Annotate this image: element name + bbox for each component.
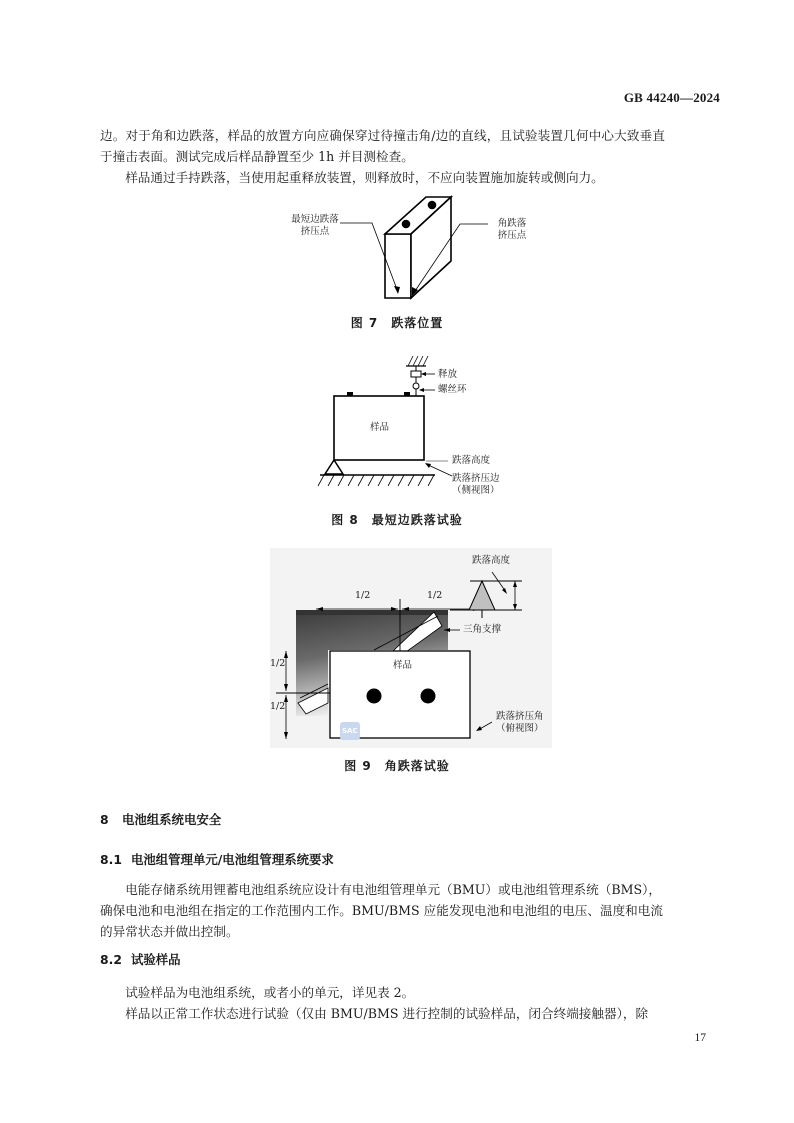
label-triangle-support: 三角支撑 [463, 624, 502, 635]
label-drop-height: 跌落高度 [452, 455, 491, 466]
standard-code: GB 44240—2024 [623, 90, 720, 105]
label-eyebolt: 螺丝环 [438, 384, 467, 395]
label-drop-height-fig9: 跌落高度 [472, 555, 511, 566]
section-8-1-body [100, 879, 720, 942]
label-crush-point-left: 挤压点 [300, 226, 330, 237]
label-side-view: （侧视图） [452, 485, 500, 496]
label-sample: 样品 [370, 422, 390, 433]
label-half-top-right: 1/2 [427, 590, 443, 601]
section-8-2-heading [100, 950, 181, 968]
page-number: 17 [694, 1032, 706, 1044]
label-half-top-left: 1/2 [355, 590, 371, 601]
section-8-2-line-1: 试验样品为电池组系统，或者小的单元，详见表 2。 [125, 985, 415, 1000]
label-crush-corner: 跌落挤压角 [496, 711, 544, 722]
label-half-left-lower: 1/2 [270, 701, 286, 712]
label-sample-fig9: 样品 [393, 660, 413, 671]
sac-watermark: SAC [342, 727, 358, 735]
section-8-number: 8 [100, 812, 109, 827]
label-half-left-upper: 1/2 [270, 658, 286, 669]
section-8-2-line-2: 样品以正常工作状态进行试验（仅由 BMU/BMS 进行控制的试验样品，闭合终端接触器），除 [125, 1006, 649, 1021]
label-corner-drop: 角跌落 [497, 218, 527, 229]
label-crush-point-right: 挤压点 [497, 230, 527, 241]
section-8-heading [100, 810, 221, 828]
section-8-1-number: 8.1 [100, 852, 122, 867]
section-8-1-line-1: 电能存储系统用锂蓄电池组系统应设计有电池组管理单元（BMU）或电池组管理系统（BMS）， [125, 882, 661, 897]
label-top-view: （俯视图） [496, 723, 544, 734]
figure-8-shortest-edge-drop-test [310, 352, 510, 500]
label-shortest-edge-drop: 最短边跌落 [291, 214, 339, 225]
section-8-1-line-2: 确保电池和电池组在指定的工作范围内工作。BMU/BMS 应能发现电池和电池组的电压、温度和电流 [100, 903, 663, 918]
section-8-2-title: 试验样品 [131, 952, 181, 967]
intro-line-1: 边。对于角和边跌落，样品的放置方向应确保穿过待撞击角/边的直线，且试验装置几何中心大致垂直 [100, 128, 666, 143]
section-8-1-title: 电池组管理单元/电池组管理系统要求 [131, 852, 334, 867]
figure-7-diagram [270, 190, 540, 310]
figure-9-corner-drop-test [270, 548, 552, 748]
section-8-1-line-3: 的异常状态并做出控制。 [100, 924, 239, 939]
figure-9-caption: 图 9 角跌落试验 [344, 759, 450, 773]
figure-7-drop-position [270, 190, 540, 310]
intro-paragraph [100, 125, 720, 188]
section-8-title: 电池组系统电安全 [122, 812, 222, 827]
intro-paragraph-2: 样品通过手持跌落，当使用起重释放装置，则释放时，不应向装置施加旋转或侧向力。 [125, 170, 604, 185]
intro-line-2: 于撞击表面。测试完成后样品静置至少 1h 并目测检查。 [100, 149, 414, 164]
label-release: 释放 [438, 369, 458, 380]
label-crush-edge: 跌落挤压边 [452, 473, 500, 484]
section-8-1-heading [100, 850, 334, 868]
figure-7-caption: 图 7 跌落位置 [350, 316, 444, 330]
figure-8-caption: 图 8 最短边跌落试验 [331, 513, 463, 527]
section-8-2-body [100, 982, 720, 1024]
section-8-2-number: 8.2 [100, 952, 122, 967]
